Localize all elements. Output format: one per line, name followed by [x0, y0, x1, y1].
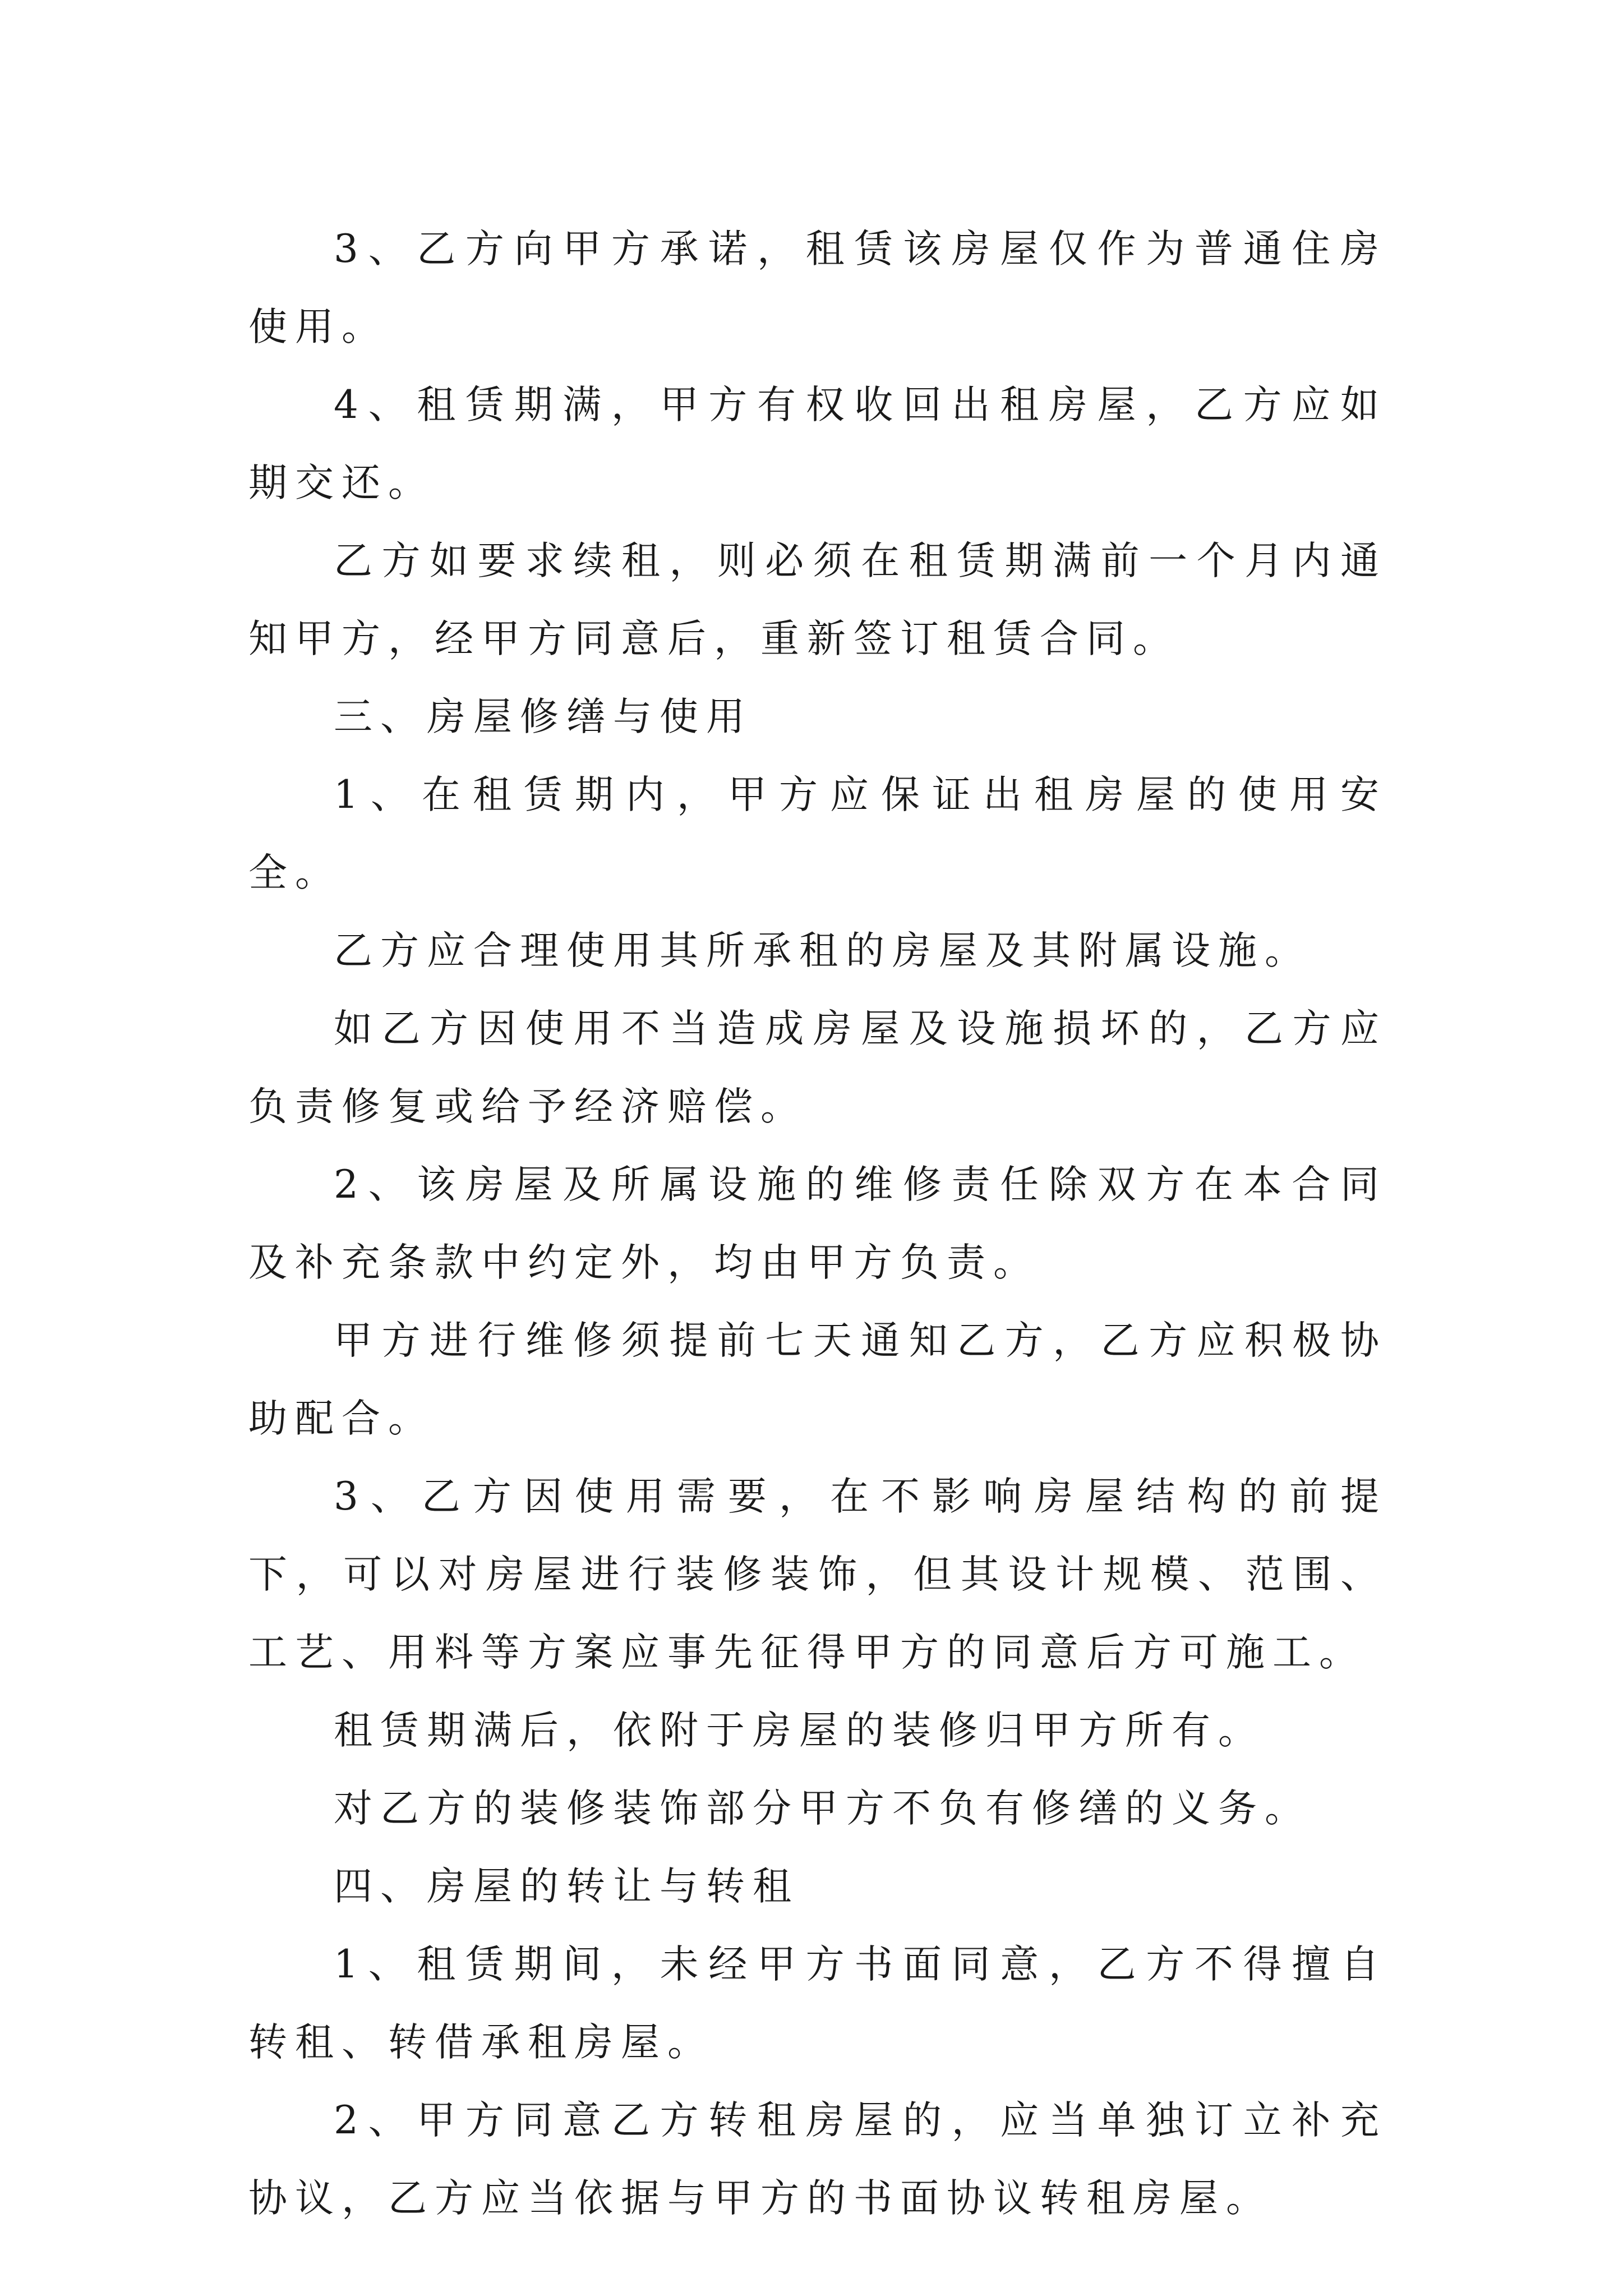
paragraph-clause-4-expiry: 4、租赁期满，甲方有权收回出租房屋，乙方应如期交还。 [248, 383, 1387, 505]
paragraph-transfer-2: 2、甲方同意乙方转租房屋的，应当单独订立补充协议，乙方应当依据与甲方的书面协议转租房屋。 [248, 2098, 1387, 2221]
paragraph-decoration-no-obligation: 对乙方的装修装饰部分甲方不负有修缮的义务。 [334, 1786, 1311, 1831]
paragraph-repair-1: 1、在租赁期内，甲方应保证出租房屋的使用安全。 [248, 772, 1387, 895]
paragraph-repair-notice: 甲方进行维修须提前七天通知乙方，乙方应积极协助配合。 [248, 1318, 1387, 1441]
paragraph-decoration-ownership: 租赁期满后，依附于房屋的装修归甲方所有。 [334, 1708, 1265, 1753]
section-heading-repair: 三、房屋修缮与使用 [334, 694, 753, 739]
paragraph-transfer-1: 1、租赁期间，未经甲方书面同意，乙方不得擅自转租、转借承租房屋。 [248, 1942, 1387, 2065]
paragraph-clause-3-use: 3、乙方向甲方承诺，租赁该房屋仅作为普通住房使用。 [248, 227, 1387, 349]
paragraph-repair-3-decoration: 3、乙方因使用需要，在不影响房屋结构的前提下，可以对房屋进行装修装饰，但其设计规模、范围、工艺、用料等方案应事先征得甲方的同意后方可施工。 [248, 1474, 1387, 1675]
section-heading-transfer: 四、房屋的转让与转租 [334, 1864, 799, 1909]
paragraph-renewal: 乙方如要求续租，则必须在租赁期满前一个月内通知甲方，经甲方同意后，重新签订租赁合同。 [248, 539, 1387, 661]
paragraph-damage-compensation: 如乙方因使用不当造成房屋及设施损坏的，乙方应负责修复或给予经济赔偿。 [248, 1006, 1387, 1129]
document-body [248, 210, 1387, 2238]
paragraph-repair-2: 2、该房屋及所属设施的维修责任除双方在本合同及补充条款中约定外，均由甲方负责。 [248, 1162, 1387, 1285]
paragraph-reasonable-use: 乙方应合理使用其所承租的房屋及其附属设施。 [334, 928, 1311, 973]
